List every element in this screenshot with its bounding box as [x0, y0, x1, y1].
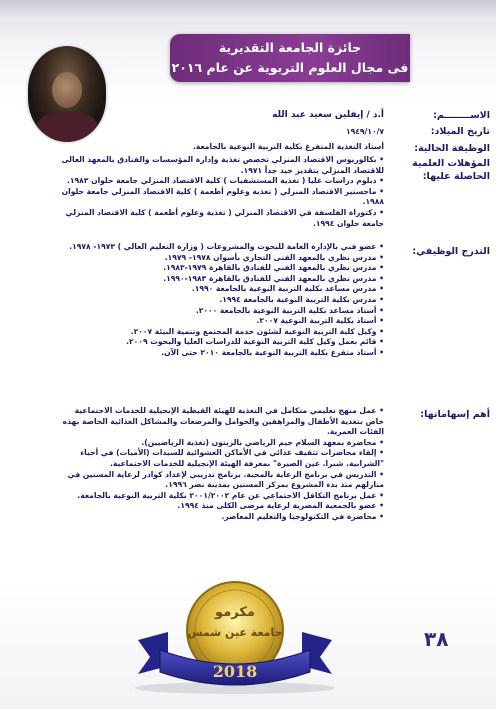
- career-item: • أستاذ بكلية التربية النوعية ٢٠٠٧.: [54, 316, 384, 327]
- contributions-list: [54, 406, 384, 523]
- medal-year: 2018: [212, 662, 258, 681]
- page-number: ٣٨: [424, 627, 449, 651]
- qualification-item: • ماجستير الاقتصاد المنزلي ( تغذية وعلوم أطعمة ) كلية الاقتصاد المنزلي جامعة حلوان ١٩٨٨.: [54, 187, 384, 208]
- qualification-item: • دبلوم دراسات عليا ( تغذية المستشفيات ) كلية الاقتصاد المنزلي جامعة حلوان ١٩٨٣.: [54, 176, 384, 187]
- contribution-item: • محاضرة بمعهد السلام جيم الرياضي بالزيتون (تغذية الرياضيين).: [54, 438, 384, 449]
- label-qualifications: المؤهلات العلمية الحاصلة عليها:: [412, 158, 490, 182]
- label-career: التدرج الوظيفي:: [412, 246, 490, 257]
- contribution-item: • إلقاء محاضرات تثقيف غذائي في الأماكن العشوائية للسيدات (الأميات) في أحياء "الشرابية. شبرا. عين الصيرة" بمعرفة الهيئة الإنجيلية للخدمات الاجتماعية.: [54, 448, 384, 469]
- medal-line1: مكرمو: [215, 605, 255, 620]
- medal-line2: جامعة عين شمس: [187, 626, 283, 639]
- qualification-item: • دكتوراة الفلسفة في الاقتصاد المنزلي ( تغذية وعلوم أطعمة ) كلية الاقتصاد المنزلي جامعة حلوان ١٩٩٤.: [54, 208, 384, 229]
- career-list: [54, 242, 384, 359]
- contribution-item: • محاضرة في التكنولوجيا والتعليم المعاصر.: [54, 512, 384, 523]
- contribution-item: • عضو بالجمعية المصرية لرعاية مرضى الكلى منذ ١٩٩٤.: [54, 501, 384, 512]
- career-item: • مدرس بكلية التربية النوعية بالجامعة ١٩٩٤.: [54, 295, 384, 306]
- value-birth: ١٩٤٩/١٠/٧: [346, 127, 384, 136]
- qualifications-list: [54, 155, 384, 229]
- award-banner: [170, 34, 410, 82]
- career-item: • قائم بعمل وكيل كلية التربية النوعية للدراسات العليا والبحوث ٢٠٠٩.: [54, 337, 384, 348]
- contribution-item: • عمل برنامج التكافل الاجتماعي عن عام ٢٠٠١/٢٠٠٢ بكلية التربية النوعية بالجامعة.: [54, 491, 384, 502]
- contribution-item: • عمل منهج تعليمي متكامل في التغذية للهيئة القبطية الإنجيلية للخدمات الاجتماعية خاص بتغذية الأطفال والمراهقين والحوامل والمرضعات والمشاكل الغذائية الخاصة بهذه الفئات العمرية.: [54, 406, 384, 438]
- career-item: • عضو فني بالإدارة العامة للبحوث والمشروعات ( وزارة التعليم العالي ) ١٩٧٣- ١٩٧٨.: [54, 242, 384, 253]
- contribution-item: • التدريس في برنامج الرعاية بالمحبة. برنامج تدريبي لإعداد كوادر لرعاية المسنين في منازلهم منذ بدء المشروع بمركز المسنين بمدينة نصر ١٩٩٦.: [54, 470, 384, 491]
- career-item: • مدرس نظري بالمعهد الفني للفنادق بالقاهرة ١٩٧٩-١٩٨٣.: [54, 263, 384, 274]
- career-item: • مدرس مساعد بكلية التربية النوعية بالجامعة ١٩٩٠.: [54, 284, 384, 295]
- label-contributions: أهم إسهاماتها:: [420, 409, 490, 420]
- career-item: • أستاذ مساعد بكلية التربية النوعية بالجامعة ٢٠٠٠.: [54, 306, 384, 317]
- career-item: • مدرس نظري بالمعهد الفنى التجاري بأسوان ١٩٧٨- ١٩٧٩.: [54, 253, 384, 264]
- career-item: • مدرس نظري بالمعهد الفني للفنادق بالقاهرة ١٩٨٣-١٩٩٠.: [54, 274, 384, 285]
- label-name: الاســــــــم:: [433, 110, 490, 121]
- value-current-job: أستاذ التغذية المتفرغ بكلية التربية النوعية بالجامعة.: [193, 142, 384, 151]
- top-frame: [0, 0, 496, 20]
- label-current-job: الوظيفة الحالية:: [414, 143, 490, 154]
- banner-subtitle: فى مجال العلوم التربوية عن عام ٢٠١٦: [171, 60, 409, 75]
- banner-title: جائزة الجامعة التقديرية: [218, 40, 362, 55]
- value-name: أ.د / إيفلين سعيد عبد الله: [272, 110, 384, 120]
- career-item: • وكيل كلية التربية النوعية لشئون خدمة المجتمع وتنمية البيئة ٢٠٠٧.: [54, 327, 384, 338]
- label-birth: تاريخ الميلاد:: [430, 126, 490, 137]
- qualification-item: • بكالوريوس الاقتصاد المنزلي تخصص تغذية وإدارة المؤسسات والفنادق بالمعهد العالى للاقتصاد المنزلي بتقدير جيد جداً ١٩٧١.: [54, 155, 384, 176]
- honoree-medal-emblem: [120, 580, 350, 695]
- career-item: • أستاذ متفرغ بكلية التربية النوعية بالجامعة ٢٠١٠ حتى الآن.: [54, 348, 384, 359]
